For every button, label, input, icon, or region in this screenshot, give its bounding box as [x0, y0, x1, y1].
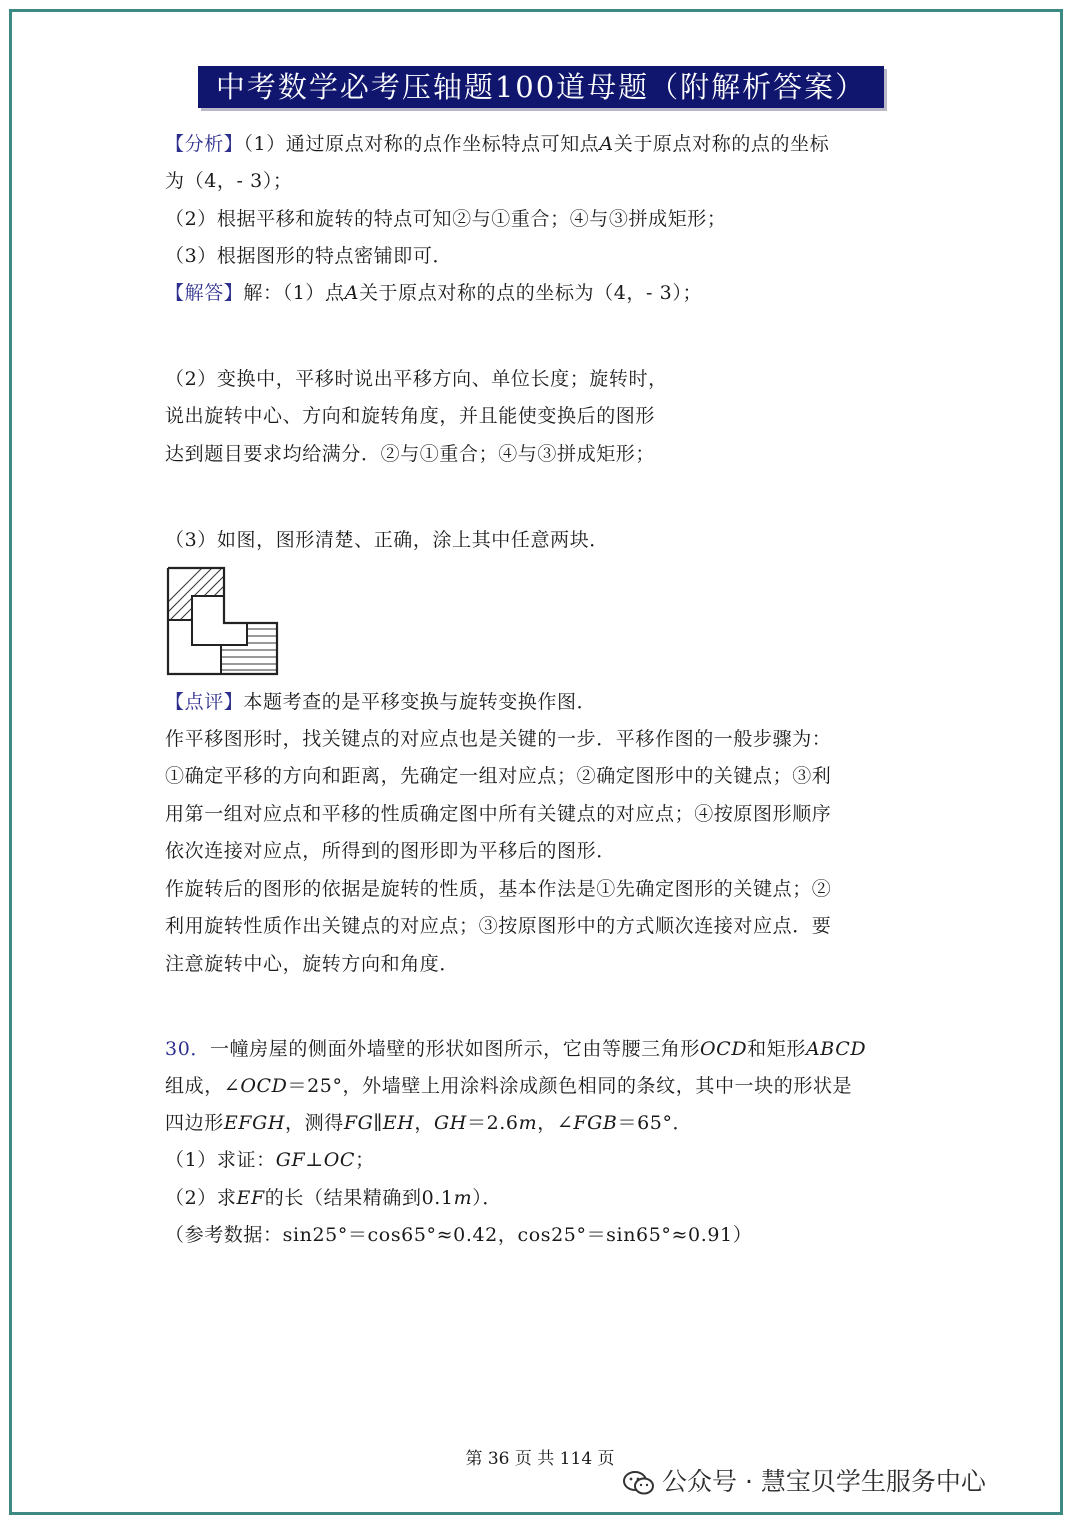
comment-line-8: 注意旋转中心，旋转方向和角度．: [165, 953, 460, 975]
analysis-line-2: 为（4，- 3）；: [165, 170, 293, 192]
answer-p2-line-2: 说出旋转中心、方向和旋转角度，并且能使变换后的图形: [165, 405, 656, 427]
var: m: [518, 1112, 538, 1134]
question-line-3: [165, 1109, 692, 1137]
watermark-text: 公众号 · 慧宝贝学生服务中心: [662, 1467, 986, 1496]
var: OCD: [240, 1075, 288, 1097]
text: 四边形: [165, 1112, 224, 1134]
question-line-5: [165, 1184, 502, 1212]
text: 和矩形: [747, 1038, 806, 1060]
question-number: 30．: [165, 1038, 210, 1060]
var: EH: [382, 1112, 415, 1134]
analysis-line-1: [165, 130, 829, 158]
text: ⊥: [305, 1149, 324, 1171]
page-footer: 第 36 页 共 114 页: [465, 1449, 615, 1469]
text: 关于原点对称的点的坐标为（4，- 3）；: [358, 282, 703, 304]
comment-line-7: 利用旋转性质作出关键点的对应点；③按原图形中的方式顺次连接对应点．要: [165, 915, 832, 937]
text: 解：（1）点: [243, 282, 345, 304]
var: A: [344, 282, 359, 304]
comment-line-2: 作平移图形时，找关键点的对应点也是关键的一步．平移作图的一般步骤为：: [165, 728, 832, 750]
var: EFGH: [223, 1112, 286, 1134]
watermark: [622, 1462, 986, 1498]
analysis-tag: 【分析】: [165, 133, 244, 155]
text: ，测得: [285, 1112, 344, 1134]
answer-p2-line-1: （2）变换中，平移时说出平移方向、单位长度；旋转时，: [165, 368, 668, 390]
page-title: 中考数学必考压轴题100道母题（附解析答案）: [198, 66, 884, 108]
text: ＝25°，外墙壁上用涂料涂成颜色相同的条纹，其中一块的形状是: [287, 1075, 853, 1097]
text: ，: [414, 1112, 435, 1134]
var: EF: [236, 1187, 265, 1209]
text: ）．: [472, 1187, 502, 1209]
var: m: [453, 1187, 473, 1209]
text: ，∠: [537, 1112, 574, 1134]
comment-tag: 【点评】: [165, 691, 244, 713]
text: （1）通过原点对称的点作坐标特点可知点: [243, 133, 600, 155]
var: ABCD: [805, 1038, 867, 1060]
tiling-figure: [165, 565, 281, 677]
text: （2）求: [165, 1187, 237, 1209]
text: 的长（结果精确到0.1: [264, 1187, 454, 1209]
var: GF: [275, 1149, 306, 1171]
answer-p2-line-3: 达到题目要求均给满分．②与①重合；④与③拼成矩形；: [165, 443, 656, 465]
question-line-2: [165, 1072, 852, 1100]
text: ；: [355, 1149, 375, 1171]
answer-line-1: [165, 279, 702, 307]
var: FGB: [573, 1112, 618, 1134]
var: FG: [343, 1112, 374, 1134]
text: ＝2.6: [466, 1112, 519, 1134]
question-line-4: [165, 1146, 375, 1174]
var: OCD: [700, 1038, 748, 1060]
comment-line-5: 依次连接对应点，所得到的图形即为平移后的图形．: [165, 840, 616, 862]
var: A: [599, 133, 614, 155]
text: ＝65°．: [617, 1112, 693, 1134]
text: ∥: [373, 1112, 383, 1134]
horizontal-hatch: [221, 629, 277, 670]
question-line-6: （参考数据：sin25°＝cos65°≈0.42，cos25°＝sin65°≈0.91）: [165, 1224, 753, 1246]
wechat-icon: [622, 1469, 656, 1497]
answer-tag: 【解答】: [165, 282, 244, 304]
var: OC: [323, 1149, 356, 1171]
analysis-line-3: （2）根据平移和旋转的特点可知②与①重合；④与③拼成矩形；: [165, 208, 727, 230]
analysis-line-4: （3）根据图形的特点密铺即可．: [165, 245, 453, 267]
text: 组成，∠: [165, 1075, 241, 1097]
text: 一幢房屋的侧面外墙壁的形状如图所示，它由等腰三角形: [209, 1038, 700, 1060]
var: GH: [434, 1112, 467, 1134]
comment-line-4: 用第一组对应点和平移的性质确定图中所有关键点的对应点；④按原图形顺序: [165, 803, 832, 825]
comment-line-6: 作旋转后的图形的依据是旋转的性质，基本作法是①先确定图形的关键点；②: [165, 878, 832, 900]
text: 本题考查的是平移变换与旋转变换作图．: [243, 691, 597, 713]
text: 关于原点对称的点的坐标: [613, 133, 830, 155]
answer-p3-line-1: （3）如图，图形清楚、正确，涂上其中任意两块．: [165, 529, 609, 551]
text: （1）求证：: [165, 1149, 276, 1171]
comment-line-1: [165, 688, 596, 716]
comment-line-3: ①确定平移的方向和距离，先确定一组对应点；②确定图形中的关键点；③利: [165, 765, 832, 787]
question-line-1: [165, 1035, 866, 1063]
